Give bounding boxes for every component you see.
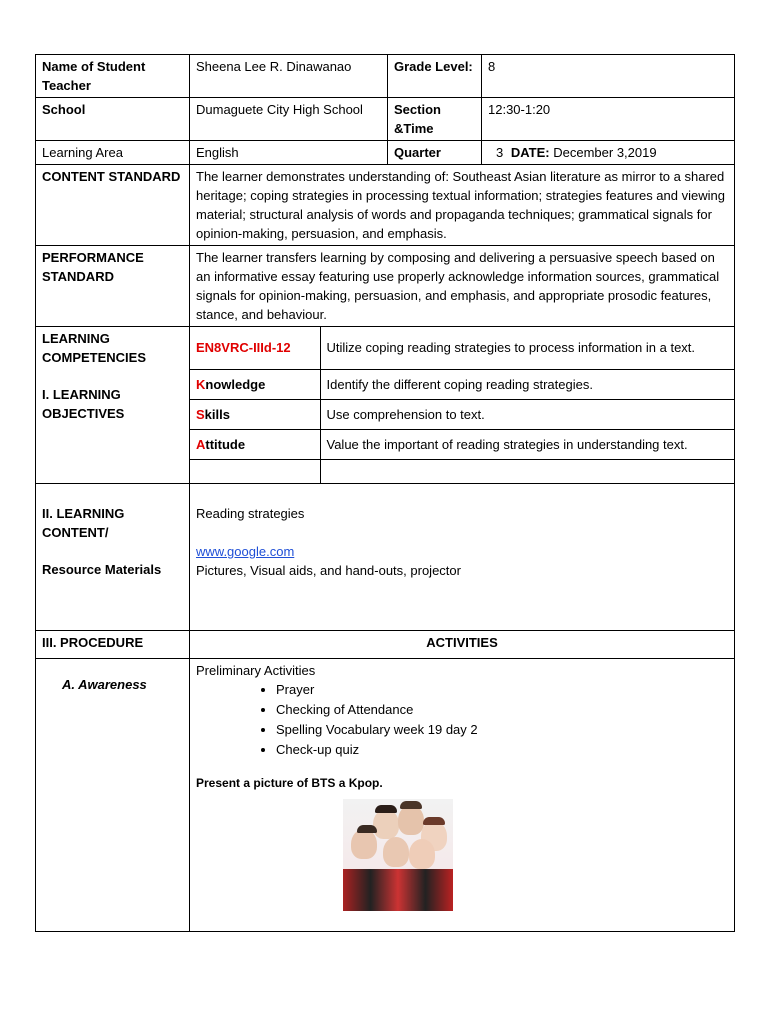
row-content-standard	[36, 165, 735, 246]
section-label: Section &Time	[388, 98, 482, 141]
name-label: Name of Student Teacher	[36, 55, 190, 98]
activities-header: ACTIVITIES	[190, 631, 735, 659]
competency-text: Utilize coping reading strategies to process information in a text.	[320, 327, 734, 369]
competency-code-row	[190, 327, 734, 369]
row-performance-standard	[36, 246, 735, 327]
learning-content-body	[190, 484, 735, 631]
list-item: • Checking of Attendance	[276, 700, 728, 720]
school-label: School	[36, 98, 190, 141]
section-value: 12:30-1:20	[482, 98, 735, 141]
group-photo	[343, 799, 453, 911]
objective-knowledge-text: Identify the different coping reading strategies.	[320, 369, 734, 399]
row-student-teacher	[36, 55, 735, 98]
area-label: Learning Area	[36, 141, 190, 165]
competency-code: EN8VRC-IIId-12	[190, 327, 320, 369]
objective-row-attitude	[190, 429, 734, 459]
activity-list	[256, 680, 728, 760]
content-standard-label: CONTENT STANDARD	[36, 165, 190, 246]
objective-knowledge-label: Knowledge	[190, 369, 320, 399]
area-value: English	[190, 141, 388, 165]
quarter-label: Quarter	[388, 141, 482, 165]
objective-spacer-row	[190, 459, 734, 483]
name-value: Sheena Lee R. Dinawanao	[190, 55, 388, 98]
list-item: • Check-up quiz	[276, 740, 728, 760]
present-instruction: Present a picture of BTS a Kpop.	[196, 776, 383, 790]
row-learning-area	[36, 141, 735, 165]
content-standard-text: The learner demonstrates understanding of: Southeast Asian literature as mirror to a shared heritage; coping strategies in processing textual information; strategies features and viewing material; structural analysis of words and propaganda techniques; grammatical signals for opinion-making, persuasion, and emphasis.	[190, 165, 735, 246]
awareness-label: A. Awareness	[36, 659, 190, 932]
row-learning-content	[36, 484, 735, 631]
objective-row-skills	[190, 399, 734, 429]
competencies-label: LEARNING COMPETENCIES	[42, 331, 147, 365]
competencies-content	[190, 327, 735, 484]
preliminary-activities: Preliminary Activities	[196, 663, 316, 678]
grade-label: Grade Level:	[388, 55, 482, 98]
row-awareness	[36, 659, 735, 932]
resource-link[interactable]: www.google.com	[196, 544, 295, 559]
competencies-labels	[36, 327, 190, 484]
learning-content-label: II. LEARNING CONTENT/	[42, 506, 125, 540]
objective-attitude-text: Value the important of reading strategies in understanding text.	[320, 429, 734, 459]
objective-row-knowledge	[190, 369, 734, 399]
row-school	[36, 98, 735, 141]
date-value: December 3,2019	[553, 145, 657, 160]
list-item: • Spelling Vocabulary week 19 day 2	[276, 720, 728, 740]
objective-skills-label: Skills	[190, 399, 320, 429]
performance-standard-label: PERFORMANCE STANDARD	[36, 246, 190, 327]
row-procedure-header	[36, 631, 735, 659]
quarter-value: 3	[496, 145, 504, 160]
school-value: Dumaguete City High School	[190, 98, 388, 141]
lesson-plan-table	[35, 54, 735, 932]
objective-skills-text: Use comprehension to text.	[320, 399, 734, 429]
objectives-label: I. LEARNING OBJECTIVES	[42, 387, 125, 421]
grade-value: 8	[482, 55, 735, 98]
row-competencies	[36, 327, 735, 484]
learning-content-labels	[36, 484, 190, 631]
procedure-label: III. PROCEDURE	[36, 631, 190, 659]
date-label: DATE:	[510, 145, 550, 160]
objectives-table	[190, 327, 734, 483]
learning-topic: Reading strategies	[196, 506, 305, 521]
performance-standard-text: The learner transfers learning by composing and delivering a persuasive speech based on an informative essay featuring use properly acknowledge information sources, grammatical signals for opinion-making, persuasion, and emphasis, and appropriate prosodic features, stance, and behaviour.	[190, 246, 735, 327]
materials-text: Pictures, Visual aids, and hand-outs, projector	[196, 563, 461, 578]
resource-materials-label: Resource Materials	[42, 562, 162, 577]
quarter-date-cell	[482, 141, 735, 165]
objective-attitude-label: Attitude	[190, 429, 320, 459]
list-item: • Prayer	[276, 680, 728, 700]
awareness-body	[190, 659, 735, 932]
